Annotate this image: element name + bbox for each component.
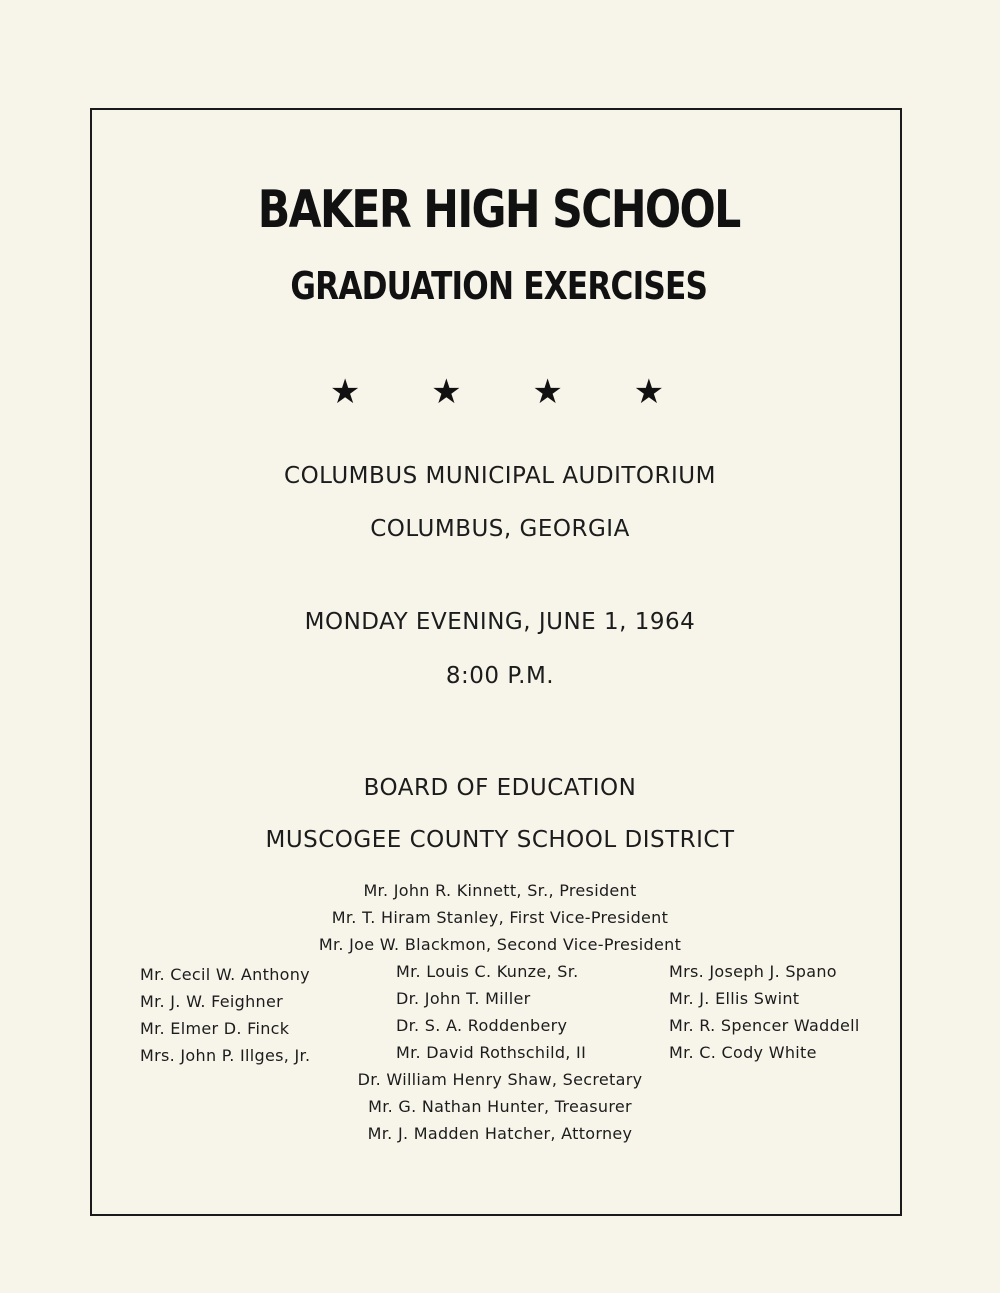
- venue-city: COLUMBUS, GEORGIA: [370, 516, 630, 542]
- member-name: Mr. R. Spencer Waddell: [669, 1016, 860, 1035]
- event-date: MONDAY EVENING, JUNE 1, 1964: [304, 609, 696, 635]
- member-name: Mrs. Joseph J. Spano: [669, 962, 837, 981]
- members-center-column: [396, 958, 586, 1066]
- member-name: Mr. Elmer D. Finck: [140, 1019, 290, 1038]
- member-name: Dr. John T. Miller: [396, 989, 531, 1008]
- board-title: BOARD OF EDUCATION: [363, 775, 637, 801]
- event-title: GRADUATION EXERCISES: [290, 264, 708, 308]
- officer-secretary: Dr. William Henry Shaw, Secretary: [357, 1070, 643, 1089]
- members-right-column: [669, 958, 860, 1066]
- member-name: Mr. Louis C. Kunze, Sr.: [396, 962, 579, 981]
- member-name: Mr. J. W. Feighner: [140, 992, 284, 1011]
- member-name: Dr. S. A. Roddenbery: [396, 1016, 568, 1035]
- event-time: 8:00 P.M.: [445, 663, 555, 689]
- officer-first-vice-president: Mr. T. Hiram Stanley, First Vice-President: [331, 908, 669, 927]
- officer-treasurer: Mr. G. Nathan Hunter, Treasurer: [368, 1097, 632, 1116]
- district-name: MUSCOGEE COUNTY SCHOOL DISTRICT: [265, 827, 735, 853]
- member-name: Mr. C. Cody White: [669, 1043, 817, 1062]
- member-name: Mr. David Rothschild, II: [396, 1043, 587, 1062]
- member-name: Mr. Cecil W. Anthony: [140, 965, 310, 984]
- member-name: Mr. J. Ellis Swint: [669, 989, 800, 1008]
- venue-place: COLUMBUS MUNICIPAL AUDITORIUM: [284, 463, 716, 489]
- officer-president: Mr. John R. Kinnett, Sr., President: [363, 881, 637, 900]
- officer-attorney: Mr. J. Madden Hatcher, Attorney: [367, 1124, 633, 1143]
- members-left-column: [140, 961, 310, 1069]
- officer-second-vice-president: Mr. Joe W. Blackmon, Second Vice-President: [318, 935, 682, 954]
- school-title: BAKER HIGH SCHOOL: [257, 180, 740, 240]
- member-name: Mrs. John P. Illges, Jr.: [140, 1046, 311, 1065]
- star-icon-row: ★ ★ ★ ★: [329, 372, 695, 412]
